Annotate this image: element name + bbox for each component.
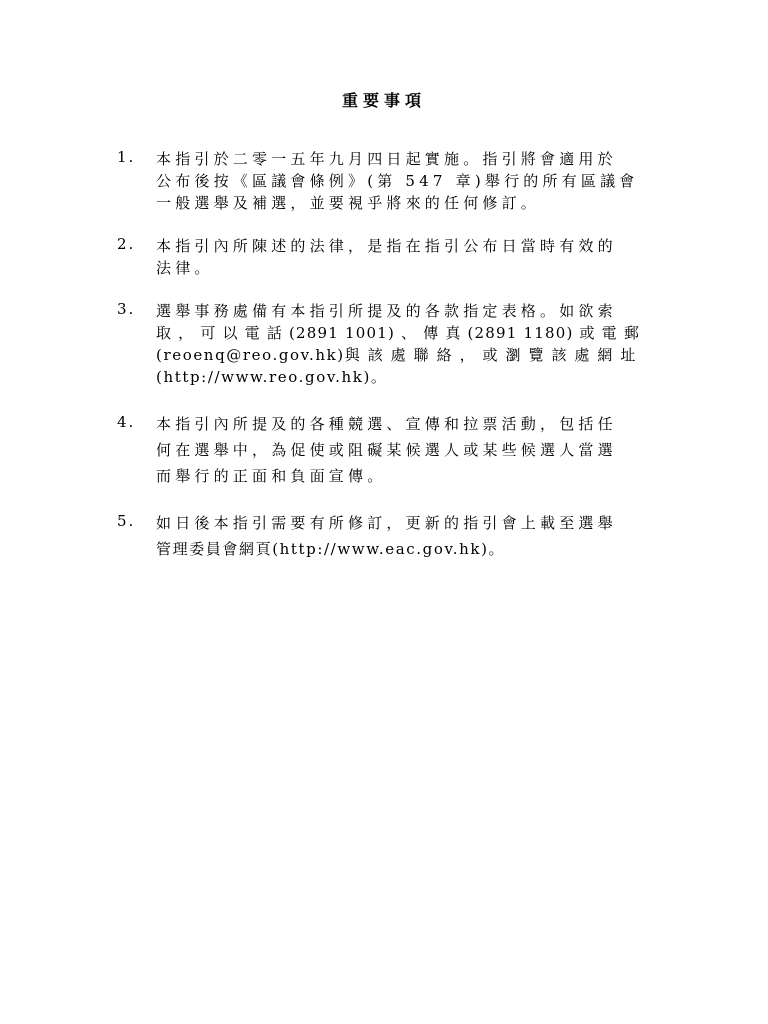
item-line: 法律。 (156, 259, 214, 277)
item-line: 選舉事務處備有本指引所提及的各款指定表格。如欲索 (156, 302, 617, 320)
item-number: 3. (117, 300, 136, 318)
item-line: 公布後按《區議會條例》(第 547 章)舉行的所有區議會 (156, 172, 639, 190)
item-number: 1. (117, 148, 136, 166)
item-line: (reoenq@reo.gov.hk)與 該 處 聯 絡 ， 或 瀏 覽 該 處 網 址 (156, 346, 637, 364)
item-line: (http://www.reo.gov.hk)。 (156, 368, 388, 386)
item-line: 本指引於二零一五年九月四日起實施。指引將會適用於 (156, 150, 617, 168)
item-line: 本指引內所陳述的法律，是指在指引公布日當時有效的 (156, 237, 617, 255)
item-line: 本指引內所提及的各種競選、宣傳和拉票活動，包括任 (156, 415, 617, 433)
item-number: 5. (117, 512, 136, 530)
item-line: 一般選舉及補選，並要視乎將來的任何修訂。 (156, 194, 541, 212)
item-line: 何在選舉中，為促使或阻礙某候選人或某些候選人當選 (156, 441, 617, 459)
item-line: 管理委員會網頁(http://www.eac.gov.hk)。 (156, 540, 506, 558)
item-line: 如日後本指引需要有所修訂，更新的指引會上載至選舉 (156, 514, 617, 532)
page-title: 重要事項 (341, 91, 426, 110)
item-line: 而舉行的正面和負面宣傳。 (156, 467, 387, 485)
item-number: 2. (117, 235, 136, 253)
item-number: 4. (117, 413, 136, 431)
item-line: 取 ， 可 以 電 話 (2891 1001) 、 傳 真 (2891 1180) 或 電 郵 (156, 324, 641, 342)
